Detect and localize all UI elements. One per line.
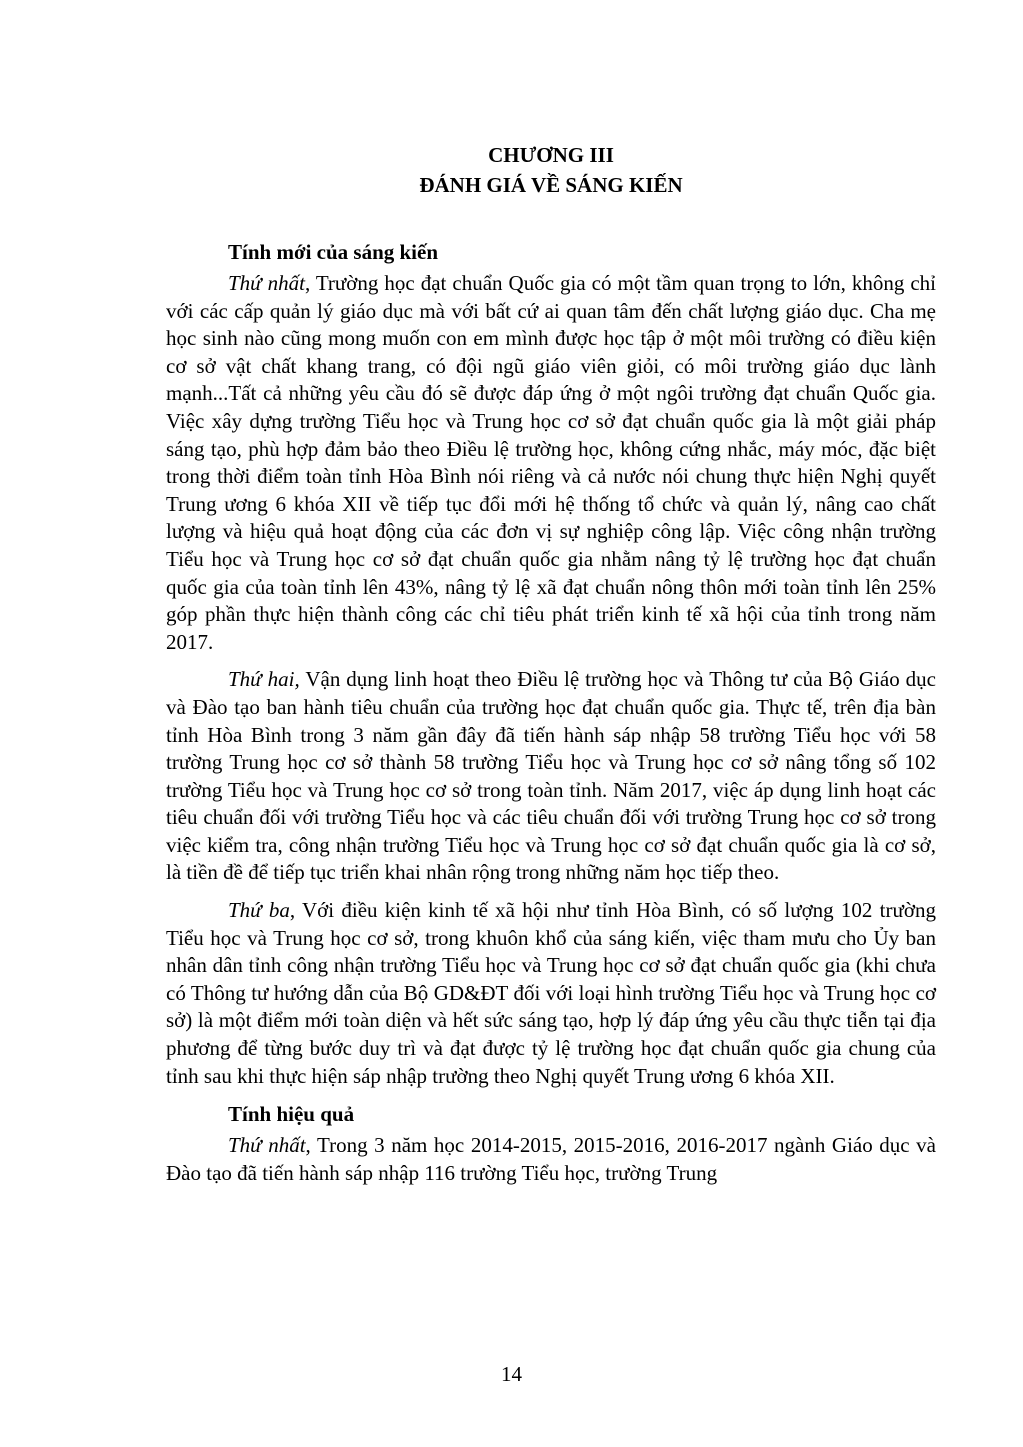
document-page	[166, 140, 936, 1197]
paragraph	[166, 1132, 936, 1187]
page-number: 14	[501, 1362, 522, 1386]
paragraph	[166, 666, 936, 887]
paragraph-lead: Thứ nhất	[228, 271, 305, 295]
paragraph-lead: Thứ nhất	[228, 1133, 306, 1158]
chapter-heading	[166, 140, 936, 200]
chapter-number: CHƯƠNG III	[488, 143, 614, 167]
paragraph	[166, 897, 936, 1090]
section-heading-effectiveness: Tính hiệu quả	[228, 1102, 355, 1127]
paragraph-text: , Trong 3 năm học 2014-2015, 2015-2016, 2016-2017 ngành Giáo dục và Đào tạo đã tiến hành sáp nhập 116 trường Tiểu học, trường Trung	[166, 1133, 936, 1185]
section-heading-novelty: Tính mới của sáng kiến	[228, 240, 439, 264]
chapter-title: ĐÁNH GIÁ VỀ SÁNG KIẾN	[419, 173, 683, 197]
paragraph	[166, 270, 936, 656]
paragraph-lead: Thứ hai,	[228, 667, 300, 692]
paragraph-text: Vận dụng linh hoạt theo Điều lệ trường học và Thông tư của Bộ Giáo dục và Đào tạo ban hành tiêu chuẩn của trường học đạt chuẩn quốc gia. Thực tế, trên địa bàn tỉnh Hòa Bình trong 3 năm gần đây đã tiến hành sáp nhập 58 trường Tiểu học với 58 trường Trung học cơ sở thành 58 trường Tiểu học và Trung học cơ sở nâng tổng số 102 trường Tiểu học và Trung học cơ sở trong toàn tỉnh. Năm 2017, việc áp dụng linh hoạt các tiêu chuẩn đối với trường Tiểu học và các tiêu chuẩn đối với trường Trung học cơ sở trong việc kiểm tra, công nhận trường Tiểu học và Trung học cơ sở đạt chuẩn quốc gia là cơ sở, là tiền đề để tiếp tục triển khai nhân rộng trong những năm học tiếp theo.	[166, 667, 937, 885]
paragraph-text: , Với điều kiện kinh tế xã hội như tỉnh Hòa Bình, có số lượng 102 trường Tiểu học và Trung học cơ sở, trong khuôn khổ của sáng kiến, việc tham mưu cho Ủy ban nhân dân tỉnh công nhận trường Tiểu học và Trung học cơ sở đạt chuẩn quốc gia (khi chưa có Thông tư hướng dẫn của Bộ GD&ĐT đối với loại hình trường Tiểu học và Trung học cơ sở) là một điểm mới toàn diện và hết sức sáng tạo, hợp lý đáp ứng yêu cầu thực tiễn tại địa phương để từng bước duy trì và đạt được tỷ lệ trường học đạt chuẩn quốc gia chung của tỉnh sau khi thực hiện sáp nhập trường theo Nghị quyết Trung ương 6 khóa XII.	[166, 898, 936, 1088]
paragraph-text: , Trường học đạt chuẩn Quốc gia có một tầm quan trọng to lớn, không chỉ với các cấp quản lý giáo dục mà với bất cứ ai quan tâm đến chất lượng giáo dục. Cha mẹ học sinh nào cũng mong muốn con em mình được học tập ở một môi trường có điều kiện cơ sở vật chất khang trang, có đội ngũ giáo viên giỏi, có môi trường giáo dục lành mạnh...Tất cả những yêu cầu đó sẽ được đáp ứng ở một ngôi trường đạt chuẩn Quốc gia. Việc xây dựng trường Tiểu học và Trung học cơ sở đạt chuẩn quốc gia là một giải pháp sáng tạo, phù hợp đảm bảo theo Điều lệ trường học, không cứng nhắc, máy móc, đặc biệt trong thời điểm toàn tỉnh Hòa Bình nói riêng và cả nước nói chung thực hiện Nghị quyết Trung ương 6 khóa XII về tiếp tục đổi mới hệ thống tổ chức và quản lý, nâng cao chất lượng và hiệu quả hoạt động của các đơn vị sự nghiệp công lập. Việc công nhận trường Tiểu học và Trung học cơ sở đạt chuẩn quốc gia nhằm nâng tỷ lệ trường học đạt chuẩn quốc gia của toàn tỉnh lên 43%, nâng tỷ lệ xã đạt chuẩn nông thôn mới toàn tỉnh lên 25% góp phần thực hiện thành công các chỉ tiêu phát triển kinh tế xã hội của tỉnh trong năm 2017.	[166, 271, 936, 654]
paragraph-lead: Thứ ba	[228, 898, 290, 923]
